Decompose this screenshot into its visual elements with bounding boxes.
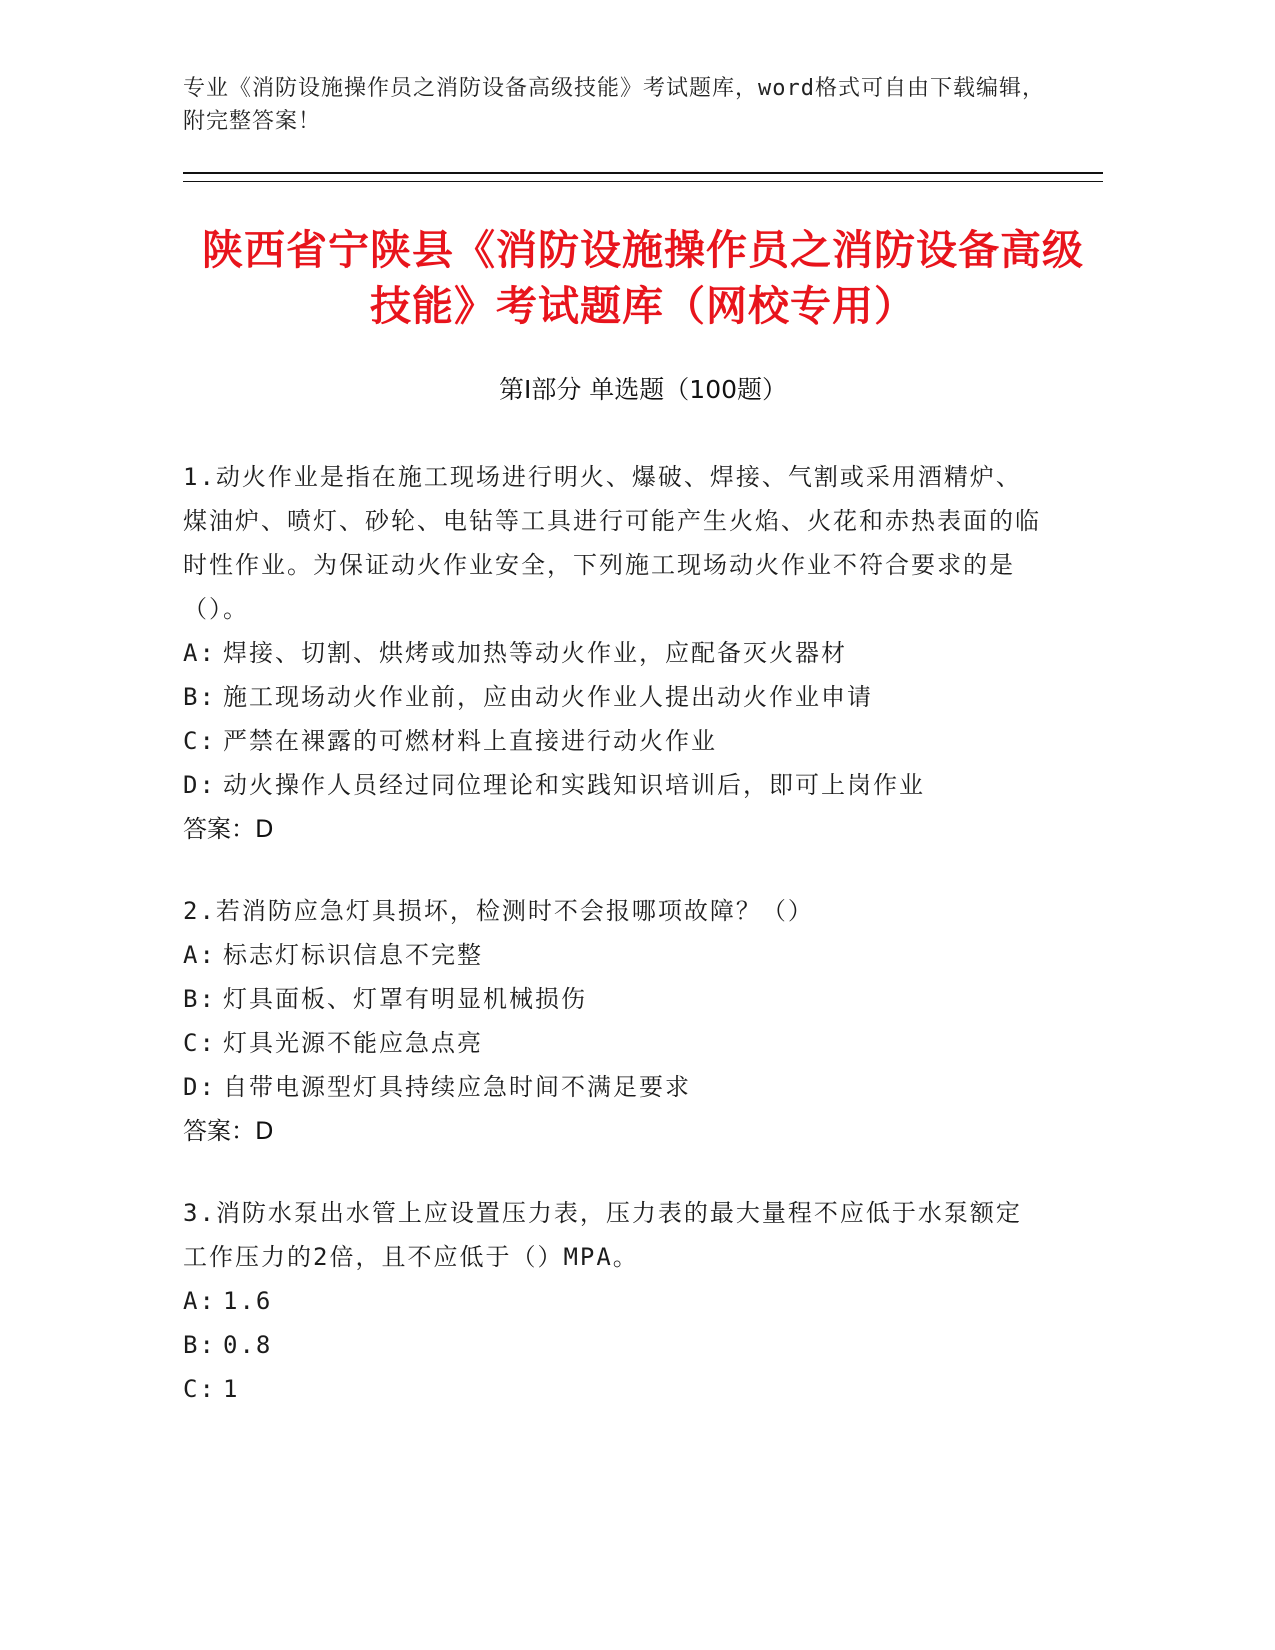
option-a — [183, 1279, 1043, 1323]
option-c — [183, 1367, 1043, 1411]
section-title: 第Ⅰ部分 单选题（100题） — [498, 375, 788, 404]
option-label: B: — [183, 1331, 216, 1359]
answer-text: 答案：D — [183, 1117, 274, 1145]
option-label: A: — [183, 941, 216, 969]
option-text: 0.8 — [223, 1331, 273, 1359]
document-title: 陕西省宁陕县《消防设施操作员之消防设备高级技能》考试题库（网校专用） — [202, 226, 1084, 330]
option-text: 1 — [223, 1375, 240, 1403]
option-label: D: — [183, 771, 216, 799]
option-label: A: — [183, 639, 216, 667]
answer-text: 答案：D — [183, 815, 274, 843]
question-stem: 3.消防水泵出水管上应设置压力表，压力表的最大量程不应低于水泵额定工作压力的2倍，且不应低于（）MPA。 — [183, 1199, 1022, 1271]
question-list — [183, 455, 1043, 1449]
question-1 — [183, 455, 1043, 851]
option-a — [183, 933, 1043, 977]
option-text: 灯具光源不能应急点亮 — [223, 1029, 483, 1057]
question-stem: 1.动火作业是指在施工现场进行明火、爆破、焊接、气割或采用酒精炉、煤油炉、喷灯、砂轮、电钻等工具进行可能产生火焰、火花和赤热表面的临时性作业。为保证动火作业安全，下列施工现场动火作业不符合要求的是（）。 — [183, 463, 1041, 623]
option-c — [183, 719, 1043, 763]
option-label: B: — [183, 985, 216, 1013]
option-text: 1.6 — [223, 1287, 273, 1315]
option-text: 自带电源型灯具持续应急时间不满足要求 — [223, 1073, 691, 1101]
option-label: C: — [183, 727, 216, 755]
option-b — [183, 977, 1043, 1021]
option-label: A: — [183, 1287, 216, 1315]
option-b — [183, 1323, 1043, 1367]
option-b — [183, 675, 1043, 719]
option-text: 焊接、切割、烘烤或加热等动火作业，应配备灭火器材 — [223, 639, 847, 667]
header-divider-thin — [183, 181, 1103, 182]
option-text: 标志灯标识信息不完整 — [223, 941, 483, 969]
option-text: 施工现场动火作业前，应由动火作业人提出动火作业申请 — [223, 683, 873, 711]
option-text: 严禁在裸露的可燃材料上直接进行动火作业 — [223, 727, 717, 755]
question-stem: 2.若消防应急灯具损坏，检测时不会报哪项故障？（） — [183, 897, 814, 925]
option-label: C: — [183, 1029, 216, 1057]
option-a — [183, 631, 1043, 675]
option-label: D: — [183, 1073, 216, 1101]
option-text: 动火操作人员经过同位理论和实践知识培训后，即可上岗作业 — [223, 771, 925, 799]
question-2 — [183, 889, 1043, 1153]
option-text: 灯具面板、灯罩有明显机械损伤 — [223, 985, 587, 1013]
option-label: B: — [183, 683, 216, 711]
header-divider-thick — [183, 172, 1103, 174]
option-d — [183, 1065, 1043, 1109]
question-3 — [183, 1191, 1043, 1411]
option-d — [183, 763, 1043, 807]
header-note: 专业《消防设施操作员之消防设备高级技能》考试题库，word格式可自由下载编辑，附完整答案！ — [183, 76, 1045, 134]
option-c — [183, 1021, 1043, 1065]
option-label: C: — [183, 1375, 216, 1403]
